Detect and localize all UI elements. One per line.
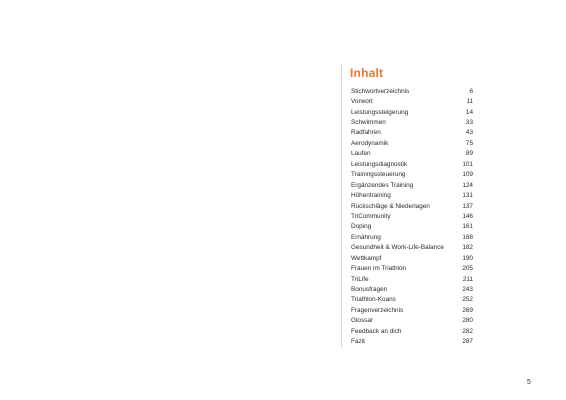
toc-entry-page: 280 — [462, 317, 473, 325]
toc-entry-label: Bonusfragen — [351, 286, 388, 294]
toc-entry-page: 75 — [465, 139, 473, 147]
toc-entry-label: Frauen im Triathlon — [351, 265, 407, 273]
toc-entry[interactable] — [351, 305, 473, 315]
toc-entry-label: Stichwortverzeichnis — [351, 87, 410, 95]
toc-entry-label: Fragenverzeichnis — [351, 306, 404, 314]
toc-entry[interactable] — [351, 263, 473, 273]
page-number: 5 — [527, 379, 531, 386]
toc-entry-label: Schwimmen — [351, 119, 386, 127]
toc-entry-page: 243 — [462, 286, 473, 294]
toc-entry[interactable] — [351, 211, 473, 221]
toc-entry-label: TriLife — [351, 275, 369, 283]
page-title: Inhalt — [350, 66, 384, 80]
toc-entry-page: 269 — [462, 306, 473, 314]
toc-entry-label: Radfahren — [351, 129, 381, 137]
toc-entry-page: 43 — [465, 129, 473, 137]
toc-entry-label: Vorwort — [351, 98, 373, 106]
toc-entry-page: 109 — [462, 171, 473, 179]
toc-entry-label: TriCommunity — [351, 212, 391, 220]
toc-entry-label: Rückschläge & Niederlagen — [351, 202, 430, 210]
toc-entry-label: Feedback an dich — [351, 327, 402, 335]
toc-entry-page: 182 — [462, 244, 473, 252]
toc-entry[interactable] — [351, 284, 473, 294]
table-of-contents — [351, 86, 473, 347]
toc-entry-label: Leistungsdiagnostik — [351, 160, 408, 168]
toc-entry-label: Triathlon-Koans — [351, 296, 396, 304]
toc-entry[interactable] — [351, 159, 473, 169]
toc-entry[interactable] — [351, 180, 473, 190]
toc-entry-page: 282 — [462, 327, 473, 335]
toc-entry-label: Leistungssteigerung — [351, 108, 409, 116]
toc-entry[interactable] — [351, 274, 473, 284]
toc-entry[interactable] — [351, 96, 473, 106]
toc-entry-page: 131 — [462, 192, 473, 200]
toc-entry-page: 14 — [465, 108, 473, 116]
toc-entry-page: 252 — [462, 296, 473, 304]
toc-entry[interactable] — [351, 149, 473, 159]
toc-entry[interactable] — [351, 86, 473, 96]
toc-entry-page: 137 — [462, 202, 473, 210]
toc-entry[interactable] — [351, 128, 473, 138]
toc-entry-label: Wettkampf — [351, 254, 382, 262]
toc-entry-page: 6 — [469, 87, 473, 95]
toc-entry[interactable] — [351, 201, 473, 211]
toc-entry[interactable] — [351, 138, 473, 148]
toc-entry-page: 190 — [462, 254, 473, 262]
toc-entry-page: 168 — [462, 233, 473, 241]
toc-entry-label: Trainingssteuerung — [351, 171, 406, 179]
toc-entry[interactable] — [351, 117, 473, 127]
toc-entry-page: 89 — [465, 150, 473, 158]
toc-entry-page: 33 — [465, 119, 473, 127]
toc-entry[interactable] — [351, 232, 473, 242]
toc-entry[interactable] — [351, 222, 473, 232]
toc-entry[interactable] — [351, 170, 473, 180]
toc-entry-label: Aerodynamik — [351, 139, 389, 147]
toc-entry[interactable] — [351, 190, 473, 200]
toc-entry-page: 211 — [462, 275, 473, 283]
toc-entry[interactable] — [351, 326, 473, 336]
vertical-divider — [341, 64, 342, 348]
toc-entry-page: 101 — [462, 160, 473, 168]
toc-entry[interactable] — [351, 243, 473, 253]
toc-entry-page: 161 — [462, 223, 473, 231]
toc-entry-label: Ernährung — [351, 233, 381, 241]
toc-entry[interactable] — [351, 337, 473, 347]
toc-entry[interactable] — [351, 253, 473, 263]
toc-entry[interactable] — [351, 316, 473, 326]
toc-entry-label: Höhentraining — [351, 192, 391, 200]
toc-entry-page: 124 — [462, 181, 473, 189]
toc-entry[interactable] — [351, 295, 473, 305]
toc-entry-page: 287 — [462, 338, 473, 346]
toc-entry-label: Doping — [351, 223, 372, 231]
toc-entry-label: Gesundheit & Work-Life-Balance — [351, 244, 444, 252]
toc-entry-label: Fazit — [351, 338, 365, 346]
toc-entry[interactable] — [351, 107, 473, 117]
toc-entry-page: 146 — [462, 212, 473, 220]
toc-entry-label: Laufen — [351, 150, 371, 158]
toc-entry-label: Ergänzendes Training — [351, 181, 414, 189]
toc-entry-label: Glossar — [351, 317, 374, 325]
toc-entry-page: 11 — [466, 98, 473, 106]
toc-entry-page: 205 — [462, 265, 473, 273]
